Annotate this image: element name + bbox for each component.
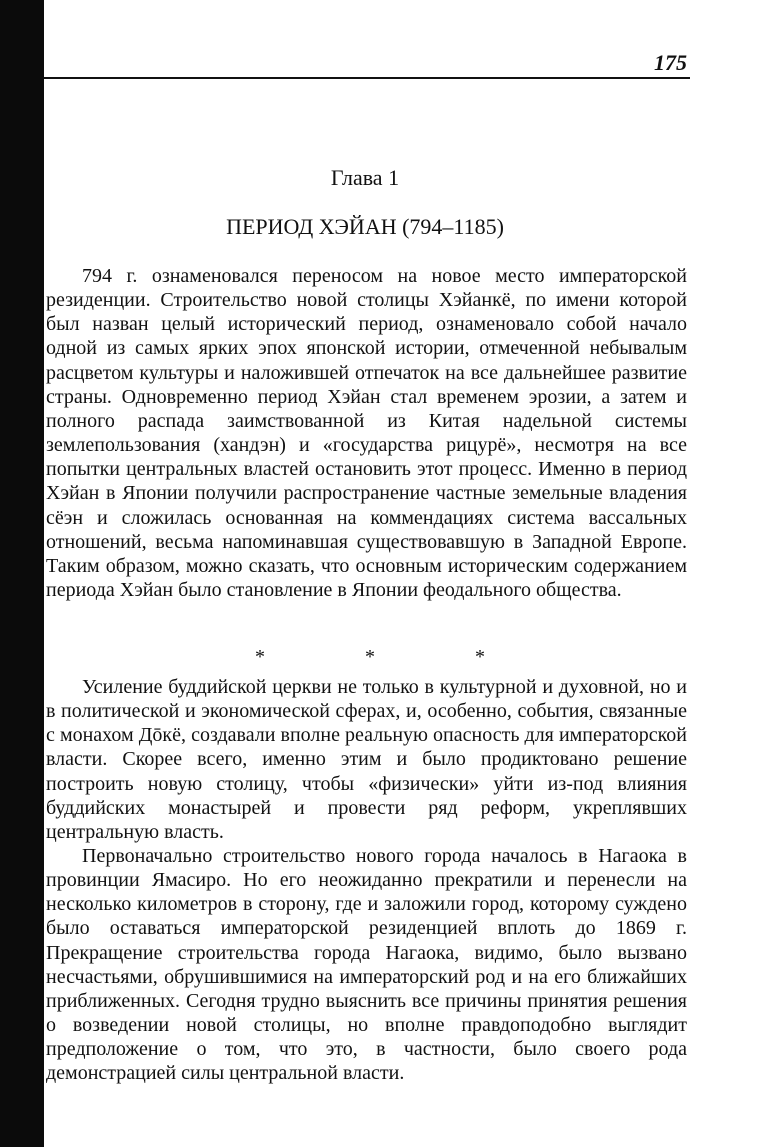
- header-rule: [44, 77, 690, 79]
- section-separator: [250, 646, 490, 669]
- page-number: 175: [654, 50, 687, 75]
- separator-asterisk: *: [255, 646, 265, 668]
- paragraph-1: 794 г. ознаменовался переносом на новое место императорской резиденции. Строительство новой столицы Хэйанкё, по имени которой был назван целый исторический период, ознаменовало собой начало одной из самых ярких эпох японской истории, отмеченной небывалым расцветом культуры и наложившей отпечаток на все дальнейшее развитие страны. Одновременно период Хэйан стал временем эрозии, а затем и полного распада заимствованной из Китая надельной системы землепользования (хандэн) и «государства рицурё», несмотря на все попытки центральных властей остановить этот процесс. Именно в период Хэйан в Японии получили распространение частные земельные владения сёэн и сложилась основанная на коммендациях система вассальных отношений, весьма напоминавшая существовавшую в Западной Европе. Таким образом, можно сказать, что основным историческим содержанием периода Хэйан было становление в Японии феодального общества.: [46, 265, 687, 602]
- paragraph-2: Усиление буддийской церкви не только в культурной и духовной, но и в политической и экономической сферах, и, особенно, события, связанные с монахом Дōкё, создавали вполне реальную опасность для императорской власти. Скорее всего, именно этим и было продиктовано решение построить новую столицу, чтобы «физически» уйти из-под влияния буддийских монастырей и провести ряд реформ, укреплявших центральную власть.: [46, 676, 687, 843]
- separator-asterisk: *: [475, 646, 485, 668]
- separator-asterisk: *: [365, 646, 375, 668]
- chapter-title: ПЕРИОД ХЭЙАН (794–1185): [226, 214, 504, 239]
- chapter-label: Глава 1: [330, 165, 400, 190]
- paragraph-3: Первоначально строительство нового города началось в Нагаока в провинции Ямасиро. Но его неожиданно прекратили и перенесли на несколько километров в сторону, где и заложили город, которому суждено было оставаться императорской резиденцией вплоть до 1869 г. Прекращение строительства города Нагаока, видимо, было вызвано несчастьями, обрушившимися на императорский род и на его ближайших приближенных. Сегодня трудно выяснить все причины принятия решения о возведении новой столицы, но вполне правдоподобно выглядит предположение о том, что это, в частности, было своего рода демонстрацией силы центральной власти.: [46, 845, 687, 1085]
